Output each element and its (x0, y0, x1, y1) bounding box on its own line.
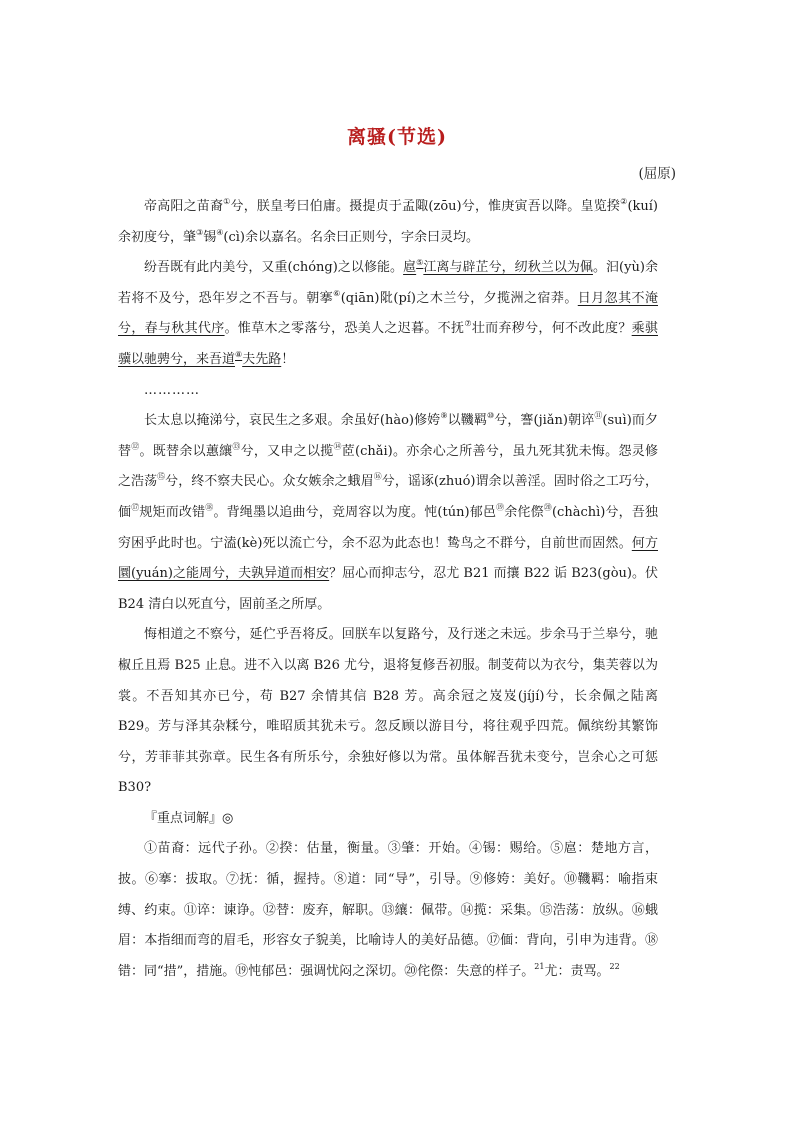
footnote-ref: ⑮ (157, 472, 166, 482)
text-run: 兮，朕皇考曰伯庸。摄提贞于孟陬(zōu)兮，惟庚寅吾以降。皇览揆 (230, 199, 621, 214)
ellipsis: ………… (144, 382, 200, 398)
underlined-text: 日月忽其不淹兮，春与秋其代序 (118, 290, 658, 337)
text-run: 茝(chǎi)。亦余心之所善兮，虽九死其犹未悔。怨灵修之浩荡 (118, 443, 658, 490)
definition-21: 尤：责骂。 (544, 963, 610, 979)
text-run: 兮，謇(jiǎn)朝谇 (494, 413, 595, 429)
underlined-text: 夫先路 (242, 351, 282, 367)
footnote-ref: ⑭ (333, 441, 342, 451)
text-run: 纷吾既有此内美兮，又重(chóng)之以修能。 (144, 260, 404, 276)
text-run: 。汩(yù)余若将不及兮，恐年岁之不吾与。朝搴 (118, 260, 658, 306)
text-run: (chàchì)兮，吾独穷困乎此时也。宁溘(kè)死以流亡兮，余不忍为此态也！鸷鸟之不群兮，自前世而固然。 (118, 504, 659, 551)
footnote-ref: ④ (216, 227, 224, 237)
footnote-ref: ⑱ (205, 502, 214, 512)
definitions (118, 834, 658, 987)
stanza-4: 悔相道之不察兮，延伫乎吾将反。回朕车以复路兮，及行迷之未远。步余马于兰皋兮，驰椒丘且焉 B25 止息。进不入以离 B26 尤兮，退将复修吾初服。制芰荷以为衣兮，集芙蓉以为裳。不吾知其亦已兮，苟 B27 余情其信 B28 芳。高余冠之岌岌(jíjí)兮，长余佩之陆离 B29。芳与泽其杂糅兮，唯昭质其犹未亏。忽反顾以游目兮，将往观乎四荒。佩缤纷其繁饰兮，芳菲菲其弥章。民生各有所乐兮，余独好修以为常。虽体解吾犹未变兮，岂余心之可惩 B30? (118, 627, 658, 796)
stanza-2 (118, 253, 658, 375)
poem-author: (屈原) (638, 166, 676, 182)
section-label: 『重点词解』◎ (144, 810, 234, 826)
stanza-1 (118, 192, 658, 253)
underlined-text: 扈 (403, 260, 417, 276)
text-run: 以鞿羁 (447, 413, 487, 429)
footnote-ref: ⑪ (594, 411, 603, 421)
footnote-ref: ③ (196, 227, 204, 237)
underlined-text: 何方圜(yuán)之能周兮，夫孰异道而相安 (118, 535, 658, 582)
footnote-ref: ⑳ (543, 502, 552, 512)
text-run: 长太息以掩涕兮，哀民生之多艰。余虽好(hào)修姱 (144, 413, 441, 429)
text-run: 。惟草木之零落兮，恐美人之迟暮。不抚 (224, 321, 465, 337)
text-run: (qiān)阰(pí)之木兰兮，夕揽洲之宿莽。 (340, 290, 578, 306)
text-run: (suì)而夕替 (118, 413, 658, 459)
underlined-text: 乘骐骥以驰骋兮，来吾道 (118, 321, 658, 367)
footnote-ref: ⑥ (333, 288, 341, 298)
footnote-ref: 21 (534, 961, 545, 971)
text-run: 余侘傺 (504, 504, 544, 520)
footnote-ref: ⑩ (486, 411, 495, 421)
footnote-ref: 22 (609, 961, 620, 971)
footnote-ref: ⑨ (440, 411, 448, 421)
footnote-ref: ⑤ (416, 258, 424, 268)
footnote-ref: ① (223, 197, 231, 206)
text-run: ？屈心而抑志兮，忍尤 B21 而攘 B22 诟 B23(gòu)。伏 B24 清白以死直兮，固前圣之所厚。 (118, 566, 658, 612)
footnote-ref: ⑰ (131, 502, 140, 512)
poem-body (118, 192, 658, 987)
text-run: 帝高阳之苗裔 (144, 199, 224, 214)
text-run: 兮，又申之以揽 (240, 443, 334, 459)
text-run: ！ (281, 351, 295, 367)
text-run: (kuí)余初度兮，肇 (118, 199, 659, 245)
text-run: 壮而弃秽兮，何不改此度？ (471, 321, 632, 337)
text-run: 。既替余以蕙纕 (139, 443, 233, 459)
text-run: (cì)余以嘉名。名余曰正则兮，字余曰灵均。 (223, 229, 479, 245)
footnote-ref: ⑲ (496, 502, 505, 512)
footnote-ref: ② (620, 197, 628, 206)
text-run: 兮，谣诼(zhuó)谓余以善淫。固时俗之工巧兮，偭 (118, 474, 658, 520)
definitions-text: ①苗裔：远代子孙。②揆：估量，衡量。③肇：开始。④锡：赐给。⑤扈：楚地方言，披。⑥搴：拔取。⑦抚：循，握持。⑧道：同“导”，引导。⑨修姱：美好。⑩鞿羁：喻指束缚、约束。⑪谇：谏诤。⑫替：废弃，解职。⑬纕：佩带。⑭揽：采集。⑮浩荡：放纵。⑯蛾眉：本指细而弯的眉毛，形容女子貌美，比喻诗人的美好品德。⑰偭：背向，引申为违背。⑱错：同“措”，措施。⑲忳郁邑：强调忧闷之深切。⑳侘傺：失意的样子。 (118, 841, 658, 979)
stanza-3 (118, 406, 658, 620)
footnote-ref: ⑯ (373, 472, 382, 482)
text-run: 规矩而改错 (139, 504, 206, 520)
underlined-text: 江离与辟芷兮，纫秋兰以为佩 (423, 260, 593, 276)
footnote-ref: ⑦ (464, 319, 472, 329)
footnote-ref: ⑫ (131, 441, 140, 451)
text-run: 。背绳墨以追曲兮，竞周容以为度。忳(tún)郁邑 (213, 504, 497, 520)
footnote-ref: ⑬ (232, 441, 241, 451)
text-run: 兮，终不察夫民心。众女嫉余之蛾眉 (165, 474, 374, 490)
poem-title: 离骚(节选) (347, 126, 447, 148)
footnote-ref: ⑧ (235, 349, 243, 359)
text-run: 锡 (203, 229, 217, 245)
